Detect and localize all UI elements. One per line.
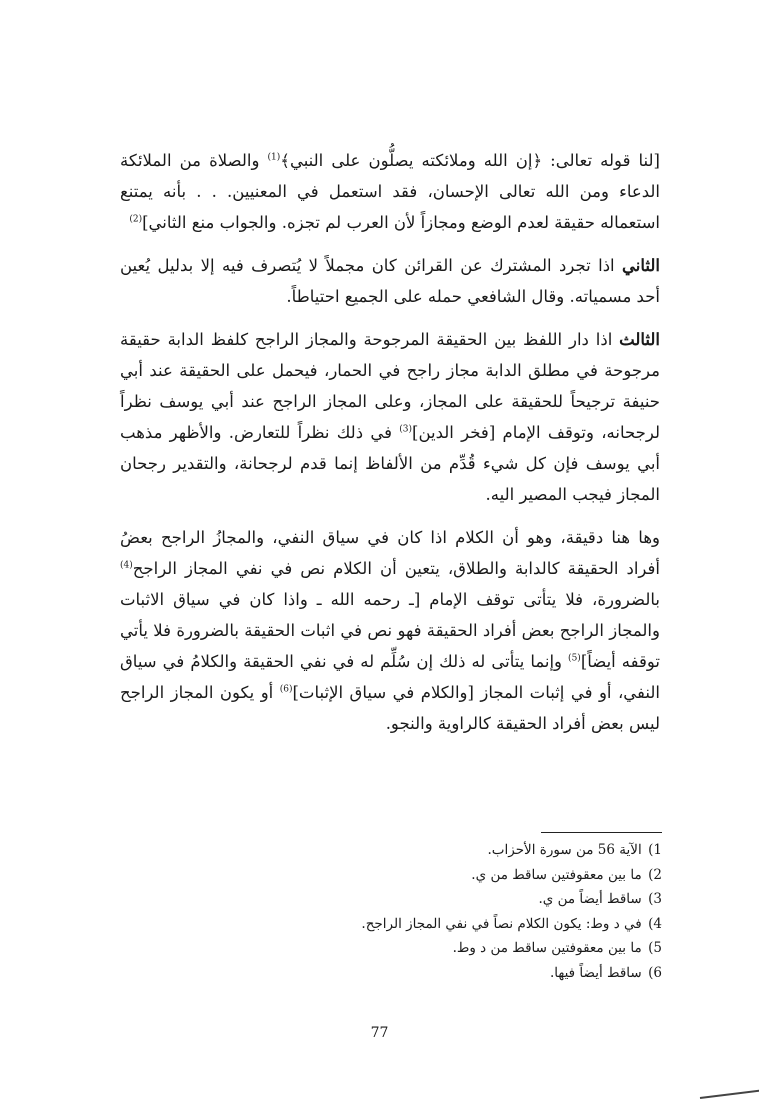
paragraph-3-text-a: اذا دار اللفظ بين الحقيقة المرجوحة والمجاز الراجح كلفظ الدابة حقيقة مرجوحة في مطلق الدابة مجاز راجح في الحمار، فيحمل على الحقيقة عند أبي حنيفة ترجيحاً للحقيقة على المجاز، وعلى المجاز الراجح عند أبي يوسف نظراً لرجحانه، وتوقف الإمام [فخر الدين] bbox=[120, 330, 661, 442]
footnote-text: الآية 56 من سورة الأحزاب. bbox=[487, 842, 642, 858]
footnote-separator bbox=[541, 832, 662, 833]
paragraph-3-text-b: في ذلك نظراً للتعارض. والأظهر مذهب أبي يوسف فإن كل شيء قُدِّم من الألفاظ إنما قدم لرجحانة، والتقدير رجحان المجاز فيجب المصير اليه. bbox=[120, 423, 660, 504]
footnote-text: ساقط أيضاً فيها. bbox=[549, 964, 642, 981]
footnote-ref-5: (5) bbox=[568, 653, 581, 664]
footnote-number: 6) bbox=[648, 964, 662, 981]
page-number: 77 bbox=[370, 1025, 389, 1041]
footnotes bbox=[300, 838, 662, 985]
paragraph-1-text-a: [لنا قوله تعالى: ﴿إن الله وملائكته يصلُّون على النبي﴾ bbox=[280, 151, 660, 170]
paragraph-4-text-b: بالضرورة، فلا يتأتى توقف الإمام [ـ رحمه الله ـ واذا كان في سياق الاثبات والمجاز الراجح بعض أفراد الحقيقة فهو نص في اثبات الحقيقة بالضرورة فلا يأتي توقفه أيضاً] bbox=[120, 590, 660, 671]
footnote-6 bbox=[300, 961, 662, 986]
footnote-text: في د وط: يكون الكلام نصاً في نفي المجاز الراجح. bbox=[361, 915, 642, 932]
footnote-2 bbox=[300, 863, 662, 888]
footnote-text: ما بين معقوفتين ساقط من ي. bbox=[471, 866, 642, 883]
footnote-ref-4: (4) bbox=[120, 560, 133, 571]
footnote-number: 3) bbox=[648, 891, 662, 907]
paragraph-3 bbox=[120, 324, 660, 510]
paragraph-4-text-c: وإنما يتأتى له ذلك إن سُلِّم له في نفي الحقيقة والكلامُ في سياق النفي، أو في إثبات المجاز [والكلام في سياق الإثبات] bbox=[120, 652, 660, 702]
footnote-4 bbox=[300, 912, 662, 937]
paragraph-3-lead: الثالث bbox=[619, 330, 660, 349]
footnote-text: ما بين معقوفتين ساقط من د وط. bbox=[452, 940, 642, 956]
paragraph-4-text-d: أو يكون المجاز الراجح ليس بعض أفراد الحقيقة كالراوية والنجو. bbox=[120, 683, 660, 733]
paragraph-2-text: اذا تجرد المشترك عن القرائن كان مجملاً لا يُتصرف فيه إلا بدليل يُعين أحد مسمياته. وقال الشافعي حمله على الجميع احتياطاً. bbox=[120, 256, 660, 306]
scan-edge-line bbox=[700, 1088, 759, 1099]
footnote-ref-1: (1) bbox=[267, 152, 281, 163]
footnote-number: 1) bbox=[648, 842, 662, 858]
footnote-number: 4) bbox=[648, 915, 662, 932]
footnote-number: 5) bbox=[648, 940, 662, 956]
paragraph-1 bbox=[120, 145, 660, 238]
paragraph-2 bbox=[120, 250, 660, 312]
main-text bbox=[120, 145, 660, 739]
footnote-ref-6: (6) bbox=[279, 684, 293, 695]
paragraph-4-text-a: وها هنا دقيقة، وهو أن الكلام اذا كان في سياق النفي، والمجازُ الراجح بعضُ أفراد الحقيقة كالدابة والطلاق، يتعين أن الكلام نص في نفي المجاز الراجح bbox=[120, 528, 660, 578]
footnote-1 bbox=[300, 838, 662, 863]
footnote-text: ساقط أيضاً من ي. bbox=[538, 891, 642, 907]
paragraph-1-text-b: والصلاة من الملائكة الدعاء ومن الله تعالى الإحسان، فقد استعمل في المعنيين. . . بأنه يمتنع استعماله حقيقة لعدم الوضع ومجازاً لأن العرب لم تجزه. والجواب منع الثاني] bbox=[120, 151, 660, 232]
footnote-number: 2) bbox=[648, 866, 662, 883]
paragraph-4 bbox=[120, 522, 660, 739]
footnote-ref-3: (3) bbox=[399, 424, 413, 435]
footnote-3 bbox=[300, 887, 662, 912]
footnote-5 bbox=[300, 936, 662, 961]
paragraph-2-lead: الثاني bbox=[622, 256, 660, 275]
footnote-ref-2: (2) bbox=[129, 214, 143, 225]
